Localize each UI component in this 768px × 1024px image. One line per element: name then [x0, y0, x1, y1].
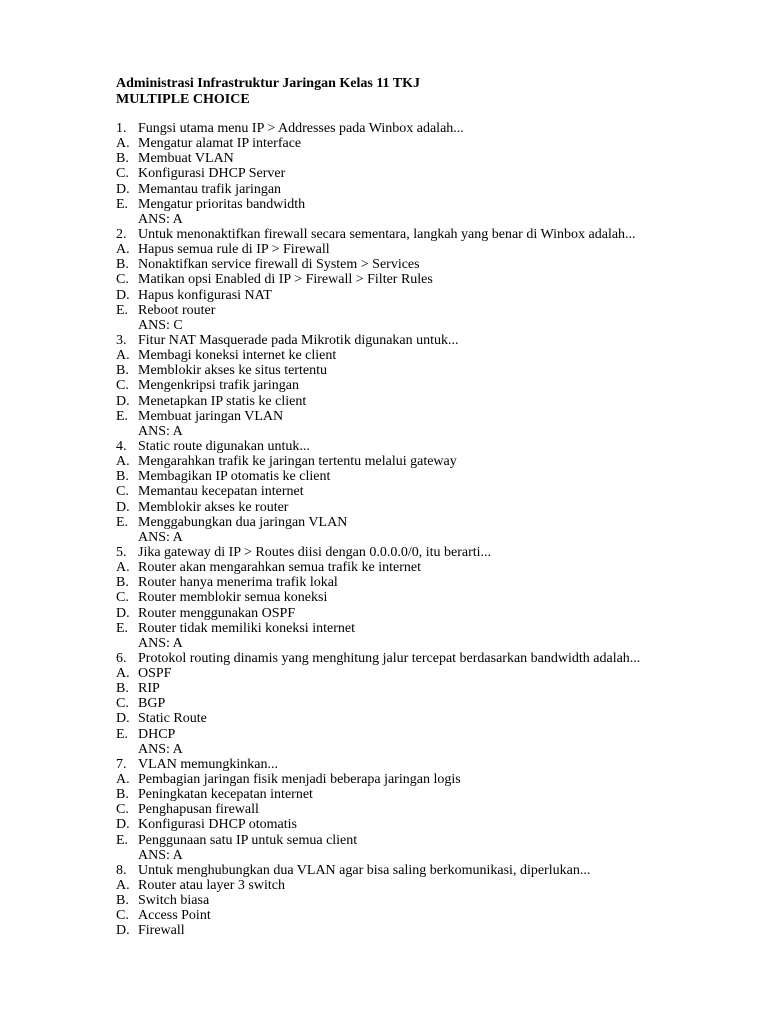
answer-option-marker: B. — [116, 363, 129, 379]
question-item — [116, 545, 640, 651]
answer-option-text: Memantau trafik jaringan — [138, 181, 282, 197]
question-stem — [116, 227, 640, 242]
question-item — [116, 439, 640, 545]
answer-option-text: Menggabungkan dua jaringan VLAN — [138, 514, 348, 530]
answer-option — [116, 166, 640, 181]
answer-option-text: BGP — [138, 696, 166, 712]
answer-option-marker: E. — [116, 408, 129, 424]
answer-option — [116, 802, 640, 817]
answer-option — [116, 711, 640, 726]
answer-option — [116, 772, 640, 787]
answer-option — [116, 923, 640, 938]
answer-option — [116, 151, 640, 166]
answer-option-text: Switch biasa — [138, 893, 210, 909]
answer-option-text: Router menggunakan OSPF — [138, 605, 296, 621]
answer-option-marker: B. — [116, 681, 129, 697]
answer-key-marker — [116, 530, 138, 545]
answer-option-text: Mengatur prioritas bandwidth — [138, 196, 306, 212]
answer-key-text: ANS: A — [138, 741, 183, 757]
answer-option-marker: E. — [116, 514, 129, 530]
answer-option — [116, 394, 640, 409]
answer-option — [116, 787, 640, 802]
answer-option-marker: E. — [116, 620, 129, 636]
answer-option — [116, 197, 640, 212]
document-header — [116, 76, 420, 108]
answer-option — [116, 454, 640, 469]
answer-key — [116, 742, 640, 757]
question-stem-text: Fungsi utama menu IP > Addresses pada Winbox adalah... — [138, 121, 464, 136]
answer-key-marker — [116, 742, 138, 757]
answer-option-marker: C. — [116, 378, 129, 394]
answer-option-text: RIP — [138, 681, 160, 697]
question-list — [116, 121, 640, 939]
answer-option-marker: B. — [116, 893, 129, 909]
question-item — [116, 651, 640, 757]
answer-option — [116, 681, 640, 696]
answer-option-marker: C. — [116, 272, 129, 288]
question-stem-text: Static route digunakan untuk... — [138, 438, 310, 454]
answer-option — [116, 257, 640, 272]
question-stem-text: Untuk menonaktifkan firewall secara sementara, langkah yang benar di Winbox adalah... — [138, 226, 636, 242]
answer-option — [116, 575, 640, 590]
answer-option-marker: B. — [116, 257, 129, 273]
answer-option-marker: B. — [116, 575, 129, 591]
answer-option-text: Mengarahkan trafik ke jaringan tertentu melalui gateway — [138, 454, 457, 470]
answer-key-text: ANS: A — [138, 211, 183, 227]
answer-option-marker: B. — [116, 469, 129, 485]
answer-option-text: Penghapusan firewall — [138, 802, 259, 818]
answer-option — [116, 560, 640, 575]
answer-option — [116, 409, 640, 424]
answer-option — [116, 666, 640, 681]
answer-option — [116, 817, 640, 832]
answer-option-marker: C. — [116, 802, 129, 818]
answer-option — [116, 272, 640, 287]
answer-option-marker: B. — [116, 787, 129, 803]
answer-key — [116, 212, 640, 227]
answer-option-marker: D. — [116, 499, 130, 515]
answer-option — [116, 833, 640, 848]
answer-option-text: Router tidak memiliki koneksi internet — [138, 620, 355, 636]
section-title: MULTIPLE CHOICE — [116, 92, 250, 107]
answer-option-text: Mengenkripsi trafik jaringan — [138, 378, 299, 394]
question-stem — [116, 651, 640, 666]
answer-key — [116, 424, 640, 439]
answer-option — [116, 136, 640, 151]
answer-option-marker: A. — [116, 136, 130, 152]
answer-option-text: Mengatur alamat IP interface — [138, 136, 302, 152]
answer-option-text: Hapus semua rule di IP > Firewall — [138, 242, 330, 258]
answer-option-text: OSPF — [138, 666, 172, 682]
answer-option-marker: A. — [116, 242, 130, 258]
answer-option-text: Peningkatan kecepatan internet — [138, 787, 313, 803]
answer-option-marker: E. — [116, 302, 129, 318]
answer-option — [116, 878, 640, 893]
answer-option — [116, 182, 640, 197]
question-item — [116, 333, 640, 439]
answer-option-text: Nonaktifkan service firewall di System > Services — [138, 257, 420, 273]
answer-option-marker: E. — [116, 832, 129, 848]
question-stem-text: Fitur NAT Masquerade pada Mikrotik digunakan untuk... — [138, 332, 459, 348]
answer-key — [116, 530, 640, 545]
answer-option-text: Konfigurasi DHCP Server — [138, 166, 286, 182]
answer-option-text: Membuat VLAN — [138, 151, 234, 167]
answer-option-text: Static Route — [138, 711, 207, 727]
answer-option-text: Pembagian jaringan fisik menjadi beberapa jaringan logis — [138, 772, 461, 788]
answer-option-marker: A. — [116, 348, 130, 364]
question-stem-marker: 1. — [116, 121, 127, 136]
answer-option-text: Router akan mengarahkan semua trafik ke internet — [138, 560, 421, 576]
answer-key-text: ANS: A — [138, 529, 183, 545]
answer-option-marker: D. — [116, 817, 130, 833]
answer-option-marker: A. — [116, 878, 130, 894]
answer-option — [116, 378, 640, 393]
answer-option — [116, 606, 640, 621]
question-stem-marker: 5. — [116, 544, 127, 560]
answer-option-text: Memantau kecepatan internet — [138, 484, 304, 500]
answer-option-marker: C. — [116, 484, 129, 500]
answer-option-text: Membagi koneksi internet ke client — [138, 348, 337, 364]
answer-option-text: Membagikan IP otomatis ke client — [138, 469, 331, 485]
answer-key-text: ANS: A — [138, 635, 183, 651]
answer-option-text: Router atau layer 3 switch — [138, 878, 285, 894]
answer-option-marker: A. — [116, 454, 130, 470]
answer-option-marker: C. — [116, 590, 129, 606]
answer-option — [116, 500, 640, 515]
answer-key-marker — [116, 318, 138, 333]
question-stem — [116, 121, 640, 136]
question-stem-marker: 8. — [116, 862, 127, 878]
answer-option-text: DHCP — [138, 726, 176, 742]
answer-key-text: ANS: A — [138, 423, 183, 439]
answer-option — [116, 469, 640, 484]
answer-option — [116, 590, 640, 605]
answer-option — [116, 288, 640, 303]
answer-option — [116, 348, 640, 363]
answer-key — [116, 848, 640, 863]
answer-option — [116, 515, 640, 530]
answer-option-text: Access Point — [138, 908, 211, 924]
question-stem-text: Untuk menghubungkan dua VLAN agar bisa saling berkomunikasi, diperlukan... — [138, 862, 591, 878]
answer-key-text: ANS: C — [138, 317, 183, 333]
answer-option-text: Hapus konfigurasi NAT — [138, 287, 272, 303]
answer-option-text: Router memblokir semua koneksi — [138, 590, 328, 606]
answer-option-marker: B. — [116, 151, 129, 167]
question-stem-text: Protokol routing dinamis yang menghitung jalur tercepat berdasarkan bandwidth adalah... — [138, 650, 641, 666]
question-item — [116, 863, 640, 939]
answer-option-marker: D. — [116, 711, 130, 727]
answer-option — [116, 303, 640, 318]
answer-option — [116, 727, 640, 742]
answer-option-marker: D. — [116, 181, 130, 197]
answer-option-marker: E. — [116, 196, 129, 212]
answer-option-marker: A. — [116, 666, 130, 682]
question-item — [116, 757, 640, 863]
answer-option-marker: C. — [116, 166, 129, 182]
answer-option-text: Konfigurasi DHCP otomatis — [138, 817, 297, 833]
answer-key — [116, 636, 640, 651]
question-stem-text: VLAN memungkinkan... — [138, 756, 278, 772]
question-stem — [116, 863, 640, 878]
answer-key-marker — [116, 424, 138, 439]
answer-option-text: Memblokir akses ke situs tertentu — [138, 363, 327, 379]
answer-option-text: Menetapkan IP statis ke client — [138, 393, 307, 409]
answer-option-text: Reboot router — [138, 302, 216, 318]
answer-option-text: Penggunaan satu IP untuk semua client — [138, 832, 358, 848]
answer-option-marker: C. — [116, 696, 129, 712]
answer-option-text: Router hanya menerima trafik lokal — [138, 575, 338, 591]
answer-option-marker: A. — [116, 560, 130, 576]
answer-option — [116, 696, 640, 711]
answer-key-marker — [116, 848, 138, 863]
answer-option — [116, 363, 640, 378]
question-item — [116, 227, 640, 333]
answer-option-marker: D. — [116, 605, 130, 621]
answer-option-text: Membuat jaringan VLAN — [138, 408, 284, 424]
answer-option-marker: D. — [116, 393, 130, 409]
answer-option — [116, 908, 640, 923]
answer-option — [116, 242, 640, 257]
answer-key-marker — [116, 212, 138, 227]
answer-option-marker: D. — [116, 923, 130, 939]
document-title: Administrasi Infrastruktur Jaringan Kelas 11 TKJ — [116, 76, 421, 91]
question-item — [116, 121, 640, 227]
question-stem-marker: 3. — [116, 332, 127, 348]
answer-option-marker: E. — [116, 726, 129, 742]
question-stem — [116, 439, 640, 454]
question-stem-marker: 6. — [116, 650, 127, 666]
question-stem — [116, 333, 640, 348]
question-stem-marker: 7. — [116, 756, 127, 772]
answer-option-marker: A. — [116, 772, 130, 788]
question-stem-marker: 2. — [116, 226, 127, 242]
answer-option — [116, 893, 640, 908]
answer-option-marker: C. — [116, 908, 129, 924]
answer-option — [116, 621, 640, 636]
question-stem-text: Jika gateway di IP > Routes diisi dengan 0.0.0.0/0, itu berarti... — [138, 544, 492, 560]
answer-option-text: Memblokir akses ke router — [138, 499, 289, 515]
answer-option-text: Firewall — [138, 923, 185, 939]
answer-key — [116, 318, 640, 333]
question-stem-marker: 4. — [116, 438, 127, 454]
answer-option — [116, 484, 640, 499]
answer-option-text: Matikan opsi Enabled di IP > Firewall > Filter Rules — [138, 272, 433, 288]
answer-option-marker: D. — [116, 287, 130, 303]
question-stem — [116, 545, 640, 560]
answer-key-text: ANS: A — [138, 847, 183, 863]
answer-key-marker — [116, 636, 138, 651]
question-stem — [116, 757, 640, 772]
